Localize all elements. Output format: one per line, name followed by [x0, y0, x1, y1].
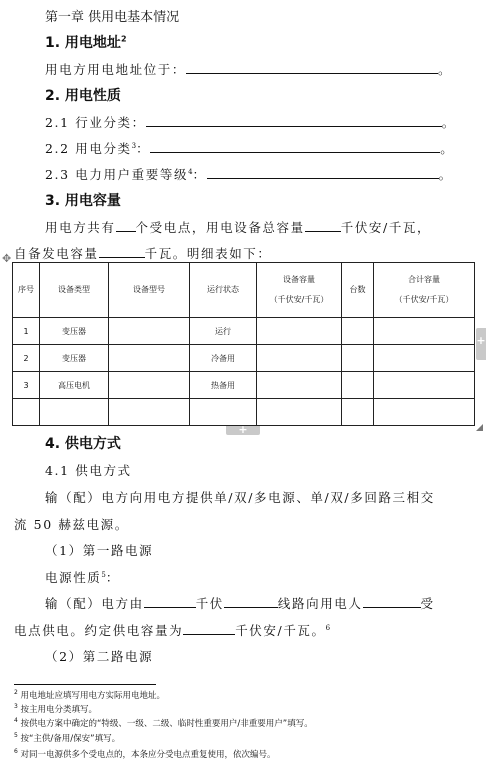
- table-cell[interactable]: [257, 345, 342, 372]
- table-cell[interactable]: 变压器: [40, 318, 109, 345]
- footnote-text: 按“主供/备用/保安”填写。: [20, 734, 121, 744]
- table-row: [13, 399, 475, 426]
- footnote-3: [14, 703, 97, 715]
- table-cell[interactable]: 3: [13, 372, 40, 399]
- section-1-title-text: 1. 用电地址: [45, 35, 121, 51]
- colon: ：: [105, 570, 120, 585]
- table-move-handle-icon[interactable]: ✥: [2, 252, 12, 265]
- header-cell: 序号: [13, 263, 40, 318]
- table-cell[interactable]: [257, 399, 342, 426]
- importance-blank[interactable]: [207, 166, 439, 179]
- agreed-capacity-label: 电点供电。约定供电容量为: [14, 623, 184, 638]
- usage-class-label: 2.2 用电分类: [45, 141, 132, 156]
- line-name-blank[interactable]: [224, 595, 278, 608]
- table-cell[interactable]: 高压电机: [40, 372, 109, 399]
- table-cell[interactable]: [374, 345, 475, 372]
- footnote-4: [14, 717, 313, 729]
- footnote-ref-5: 5: [101, 570, 106, 579]
- footnote-5: [14, 732, 120, 744]
- table-cell[interactable]: [342, 318, 374, 345]
- chapter-title: 第一章 供用电基本情况: [45, 10, 180, 25]
- footnote-6: [14, 748, 276, 760]
- end-mark: 。: [441, 115, 456, 130]
- table-cell[interactable]: [374, 399, 475, 426]
- table-cell[interactable]: [257, 318, 342, 345]
- header-cell: 运行状态: [190, 263, 257, 318]
- industry-line: [45, 113, 456, 131]
- footnote-number: 5: [14, 732, 18, 740]
- address-blank[interactable]: [186, 61, 438, 74]
- capacity-text-c: 千伏安/千瓦，: [340, 220, 432, 235]
- route-text-b: 千伏: [195, 596, 224, 611]
- route-text-a: 输（配）电方由: [45, 596, 144, 611]
- end-mark: 。: [440, 141, 455, 156]
- address-label: 用电方用电地址位于：: [45, 62, 187, 77]
- header-cell: 设备类型: [40, 263, 109, 318]
- section-4-title: 4. 供电方式: [45, 436, 121, 452]
- power-nature-line: [45, 568, 120, 586]
- table-cell[interactable]: [342, 372, 374, 399]
- receiving-points-blank[interactable]: [116, 219, 136, 232]
- route-supply-line2: [14, 621, 330, 639]
- section-2-title: 2. 用电性质: [45, 88, 121, 104]
- footnote-number: 4: [14, 717, 18, 725]
- table-cell[interactable]: [109, 399, 190, 426]
- table-row: [13, 372, 475, 399]
- colon: ：: [192, 167, 207, 182]
- table-row: [13, 318, 475, 345]
- table-cell[interactable]: 2: [13, 345, 40, 372]
- capacity-text-b: 个受电点，用电设备总容量: [135, 220, 305, 235]
- footnote-text: 对同一电源供多个受电点的，本条应分受电点重复使用，依次编号。: [20, 750, 276, 760]
- footnote-text: 按供电方案中确定的“特级、一级、二级、临时性重要用户/非重要用户”填写。: [20, 719, 313, 729]
- table-cell[interactable]: [13, 399, 40, 426]
- table-cell[interactable]: 运行: [190, 318, 257, 345]
- footnote-separator: [14, 684, 156, 685]
- footnote-text: 用电地址应填写用电方实际用电地址。: [20, 691, 166, 701]
- header-cell: 设备型号: [109, 263, 190, 318]
- supply-subtitle: 4.1 供电方式: [45, 463, 132, 478]
- header-cell: 设备容量 （千伏安/千瓦）: [257, 263, 342, 318]
- importance-line: [45, 165, 453, 183]
- table-header-row: [13, 263, 475, 318]
- table-cell[interactable]: 1: [13, 318, 40, 345]
- supply-paragraph-line2: 流 50 赫兹电源。: [14, 517, 129, 532]
- end-mark: 。: [438, 62, 453, 77]
- agreed-capacity-blank[interactable]: [183, 622, 235, 635]
- section-3-title: 3. 用电容量: [45, 193, 121, 209]
- footnote-ref-6: 6: [325, 623, 331, 632]
- table-resize-icon[interactable]: [476, 424, 483, 431]
- total-capacity-blank[interactable]: [305, 219, 341, 232]
- header-cell: 台数: [342, 263, 374, 318]
- usage-class-line: [45, 139, 454, 157]
- equipment-table: [12, 262, 475, 426]
- header-cell: 合计容量 （千伏安/千瓦）: [374, 263, 475, 318]
- receiver-blank[interactable]: [363, 595, 421, 608]
- table-cell[interactable]: [342, 345, 374, 372]
- footnote-text: 按主用电分类填写。: [20, 705, 98, 715]
- footnote-number: 2: [14, 689, 18, 697]
- table-cell[interactable]: [109, 372, 190, 399]
- end-mark: 。: [438, 167, 453, 182]
- agreed-capacity-unit: 千伏安/千瓦。: [235, 623, 326, 638]
- route-text-d: 受: [420, 596, 435, 611]
- table-cell[interactable]: 变压器: [40, 345, 109, 372]
- self-gen-label: 自备发电容量: [14, 246, 99, 261]
- supply-paragraph-line1: 输（配）电方向用电方提供单/双/多电源、单/双/多回路三相交: [45, 490, 435, 505]
- footnote-2: [14, 689, 165, 701]
- industry-label: 2.1 行业分类：: [45, 115, 146, 130]
- footnote-number: 6: [14, 748, 18, 756]
- self-gen-tail: 千瓦。明细表如下：: [144, 246, 272, 261]
- table-cell[interactable]: [109, 318, 190, 345]
- address-line: [45, 60, 452, 78]
- importance-label: 2.3 电力用户重要等级: [45, 167, 189, 182]
- voltage-blank[interactable]: [144, 595, 196, 608]
- table-cell[interactable]: 热备用: [190, 372, 257, 399]
- table-cell[interactable]: [109, 345, 190, 372]
- table-cell[interactable]: [342, 399, 374, 426]
- industry-blank[interactable]: [146, 114, 442, 127]
- route-2-title: （2）第二路电源: [45, 649, 154, 664]
- route-supply-line1: [45, 594, 435, 612]
- footnote-ref-2: 2: [120, 34, 127, 44]
- capacity-paragraph-line2: [14, 244, 272, 262]
- table-cell[interactable]: 冷备用: [190, 345, 257, 372]
- capacity-paragraph-line1: [45, 218, 431, 236]
- usage-class-blank[interactable]: [150, 140, 440, 153]
- route-text-c: 线路向用电人: [277, 596, 363, 611]
- footnote-ref-3: 3: [131, 141, 137, 150]
- table-cell[interactable]: [40, 399, 109, 426]
- add-row-plus-icon[interactable]: +: [238, 423, 248, 436]
- footnote-number: 3: [14, 703, 18, 711]
- colon: ：: [136, 141, 151, 156]
- footnote-ref-4: 4: [188, 167, 193, 176]
- self-gen-blank[interactable]: [99, 245, 145, 258]
- table-cell[interactable]: [190, 399, 257, 426]
- add-column-plus-icon[interactable]: +: [476, 334, 486, 347]
- power-nature-label: 电源性质: [45, 570, 102, 585]
- route-1-title: （1）第一路电源: [45, 543, 154, 558]
- table-cell[interactable]: [374, 372, 475, 399]
- table-cell[interactable]: [257, 372, 342, 399]
- table-cell[interactable]: [374, 318, 475, 345]
- section-1-title: [45, 32, 127, 52]
- capacity-text-a: 用电方共有: [45, 220, 116, 235]
- table-row: [13, 345, 475, 372]
